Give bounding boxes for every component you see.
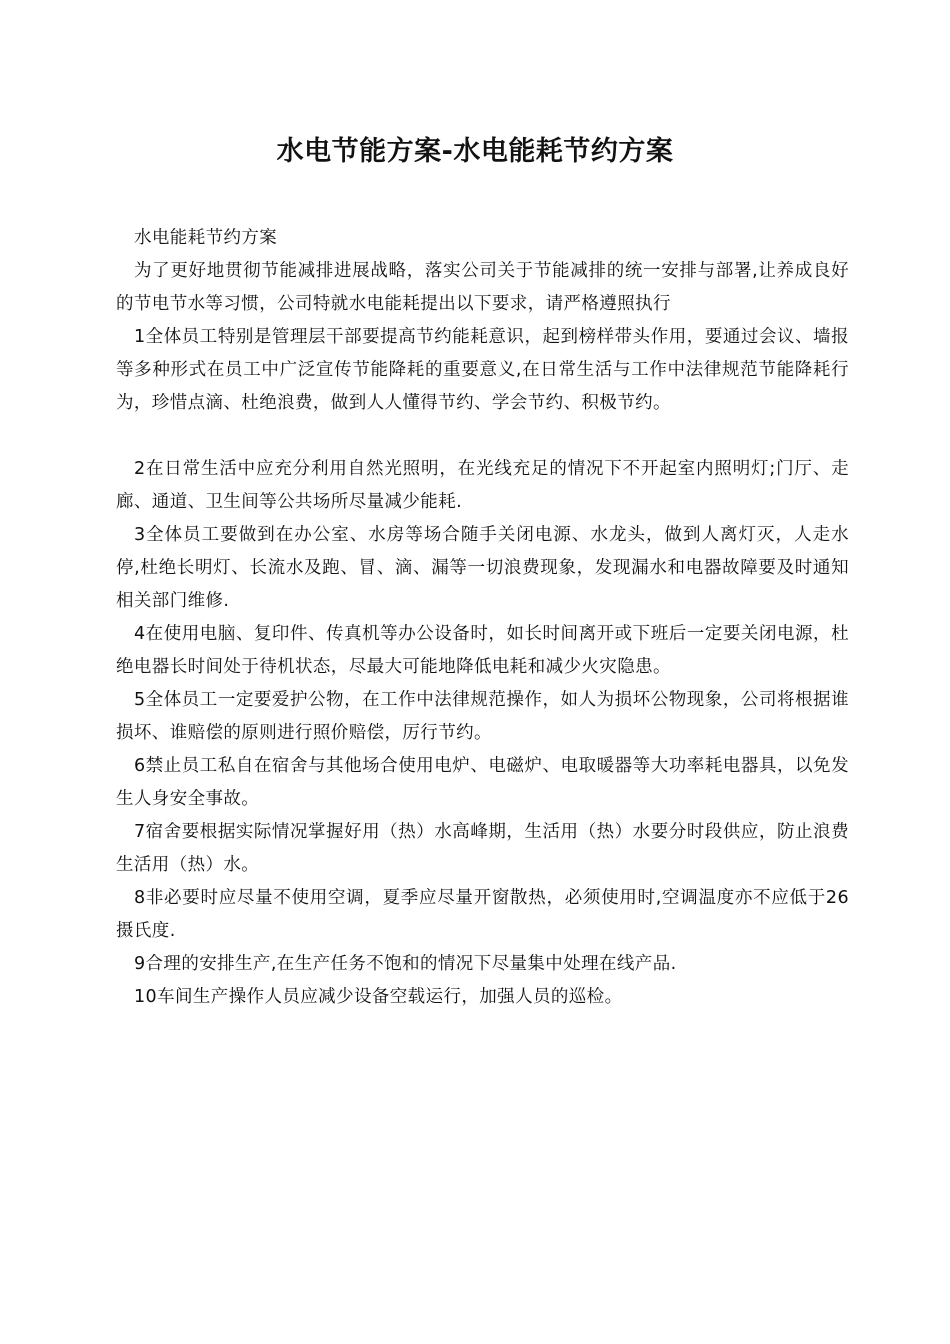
paragraph-item-8: 8非必要时应尽量不使用空调，夏季应尽量开窗散热，必须使用时,空调温度亦不应低于26摄氏度. (116, 888, 849, 941)
document-title: 水电节能方案-水电能耗节约方案 (276, 136, 674, 167)
paragraph-item-5: 5全体员工一定要爱护公物，在工作中法律规范操作，如人为损坏公物现象，公司将根据谁损坏、谁赔偿的原则进行照价赔偿，厉行节约。 (116, 690, 849, 743)
paragraph-item-7: 7宿舍要根据实际情况掌握好用（热）水高峰期，生活用（热）水要分时段供应，防止浪费生活用（热）水。 (116, 822, 849, 875)
paragraph-item-3: 3全体员工要做到在办公室、水房等场合随手关闭电源、水龙头，做到人离灯灭，人走水停,杜绝长明灯、长流水及跑、冒、滴、漏等一切浪费现象，发现漏水和电器故障要及时通知相关部门维修. (116, 525, 849, 611)
paragraph-subtitle: 水电能耗节约方案 (134, 228, 278, 248)
paragraph-item-6: 6禁止员工私自在宿舍与其他场合使用电炉、电磁炉、电取暖器等大功率耗电器具，以免发生人身安全事故。 (116, 756, 849, 809)
paragraph-item-9: 9合理的安排生产,在生产任务不饱和的情况下尽量集中处理在线产品. (134, 954, 677, 974)
document-body (116, 222, 849, 1014)
paragraph-item-2: 2在日常生活中应充分利用自然光照明，在光线充足的情况下不开起室内照明灯;门厅、走廊、通道、卫生间等公共场所尽量减少能耗. (116, 459, 849, 512)
paragraph-item-1: 1全体员工特别是管理层干部要提高节约能耗意识，起到榜样带头作用，要通过会议、墙报等多种形式在员工中广泛宣传节能降耗的重要意义,在日常生活与工作中法律规范节能降耗行为，珍惜点滴、杜绝浪费，做到人人懂得节约、学会节约、积极节约。 (116, 327, 849, 413)
paragraph-item-4: 4在使用电脑、复印件、传真机等办公设备时，如长时间离开或下班后一定要关闭电源，杜绝电器长时间处于待机状态，尽最大可能地降低电耗和减少火灾隐患。 (116, 624, 849, 677)
paragraph-intro: 为了更好地贯彻节能减排进展战略，落实公司关于节能减排的统一安排与部署,让养成良好的节电节水等习惯，公司特就水电能耗提出以下要求，请严格遵照执行 (116, 261, 849, 314)
paragraph-item-10: 10车间生产操作人员应减少设备空载运行，加强人员的巡检。 (134, 987, 623, 1007)
